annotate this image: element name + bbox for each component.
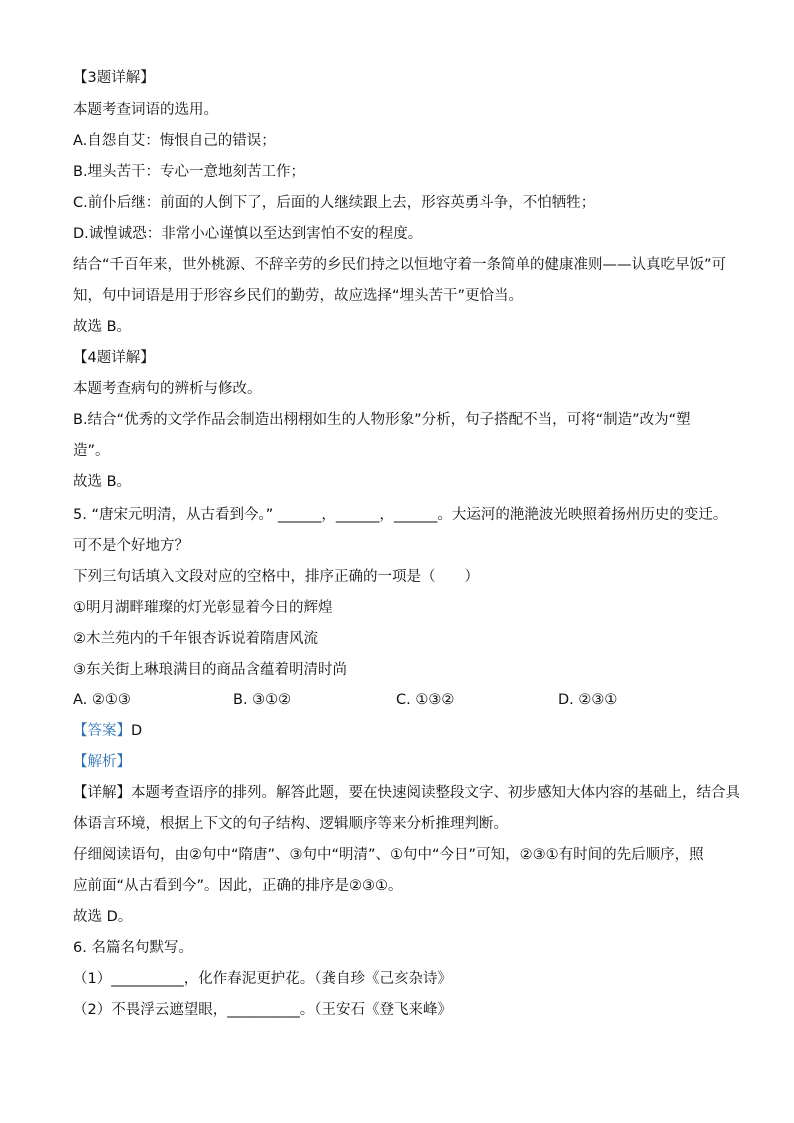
- option-b: B. ③①②: [233, 692, 292, 708]
- section-heading-q4: 【4题详解】: [73, 350, 155, 366]
- text-line: 故选 B。: [73, 474, 132, 490]
- text-line: 应前面“从古看到今”。因此，正确的排序是②③①。: [73, 878, 403, 894]
- option-d: D. ②③①: [558, 692, 618, 708]
- text-line: 知，句中词语是用于形容乡民们的勤劳，故应选择“埋头苦干”更恰当。: [73, 288, 524, 304]
- text-line: 故选 D。: [73, 909, 133, 925]
- text-line: 结合“千百年来，世外桃源、不辞辛劳的乡民们持之以恒地守着一条简单的健康准则——认真吃早饭”可: [73, 257, 727, 273]
- answer-value: D: [131, 723, 143, 739]
- text-line: 本题考查词语的选用。: [73, 102, 218, 118]
- section-heading-q3: 【3题详解】: [73, 70, 155, 86]
- option-c: C. ①③②: [396, 692, 455, 708]
- text-line: C.前仆后继：前面的人倒下了，后面的人继续跟上去，形容英勇斗争，不怕牺牲；: [73, 195, 596, 211]
- question-5-stem: 5. “唐宋元明清，从古看到今。” ______，______，______。大运河的滟滟波光映照着扬州历史的变迁。: [73, 507, 728, 523]
- sentence-1: ①明月湖畔璀璨的灯光彰显着今日的辉煌: [73, 600, 333, 616]
- text-line: D.诚惶诚恐：非常小心谨慎以至达到害怕不安的程度。: [73, 226, 423, 242]
- answer-line: [73, 721, 734, 741]
- detail-text: 本题考查语序的排列。解答此题，要在快速阅读整段文字、初步感知大体内容的基础上，结合具: [131, 785, 740, 801]
- option-a: A. ②①③: [73, 692, 131, 708]
- text-line: 下列三句话填入文段对应的空格中，排序正确的一项是（ ）: [73, 569, 479, 585]
- text-line: 仔细阅读语句，由②句中“隋唐”、③句中“明清”、①句中“今日”可知，②③①有时间的先后顺序，照: [73, 847, 704, 863]
- text-line: B.埋头苦干：专心一意地刻苦工作；: [73, 164, 306, 180]
- text-line: 体语言环境，根据上下文的句子结构、逻辑顺序等来分析推理判断。: [73, 816, 508, 832]
- sentence-2: ②木兰苑内的千年银杏诉说着隋唐风流: [73, 631, 318, 647]
- text-line: 造”。: [73, 443, 110, 459]
- text-line: 可不是个好地方？: [73, 538, 189, 554]
- fill-blank-2: （2）不畏浮云遮望眼，__________。（王安石《登飞来峰》: [73, 1002, 452, 1018]
- sentence-3: ③东关街上琳琅满目的商品含蕴着明清时尚: [73, 662, 347, 678]
- text-line: B.结合“优秀的文学作品会制造出栩栩如生的人物形象”分析，句子搭配不当，可将“制造”改为“塑: [73, 412, 691, 428]
- text-line: 故选 B。: [73, 319, 132, 335]
- detail-tag: 【详解】: [73, 785, 131, 801]
- question-6-heading: 6. 名篇名句默写。: [73, 940, 193, 956]
- detail-line: [73, 783, 740, 803]
- answer-tag: 【答案】: [73, 723, 131, 739]
- text-line: A.自怨自艾：悔恨自己的错误；: [73, 133, 276, 149]
- text-line: 本题考查病句的辨析与修改。: [73, 381, 262, 397]
- analysis-tag: 【解析】: [73, 754, 131, 770]
- fill-blank-1: （1）__________，化作春泥更护花。（龚自珍《己亥杂诗》: [73, 971, 452, 987]
